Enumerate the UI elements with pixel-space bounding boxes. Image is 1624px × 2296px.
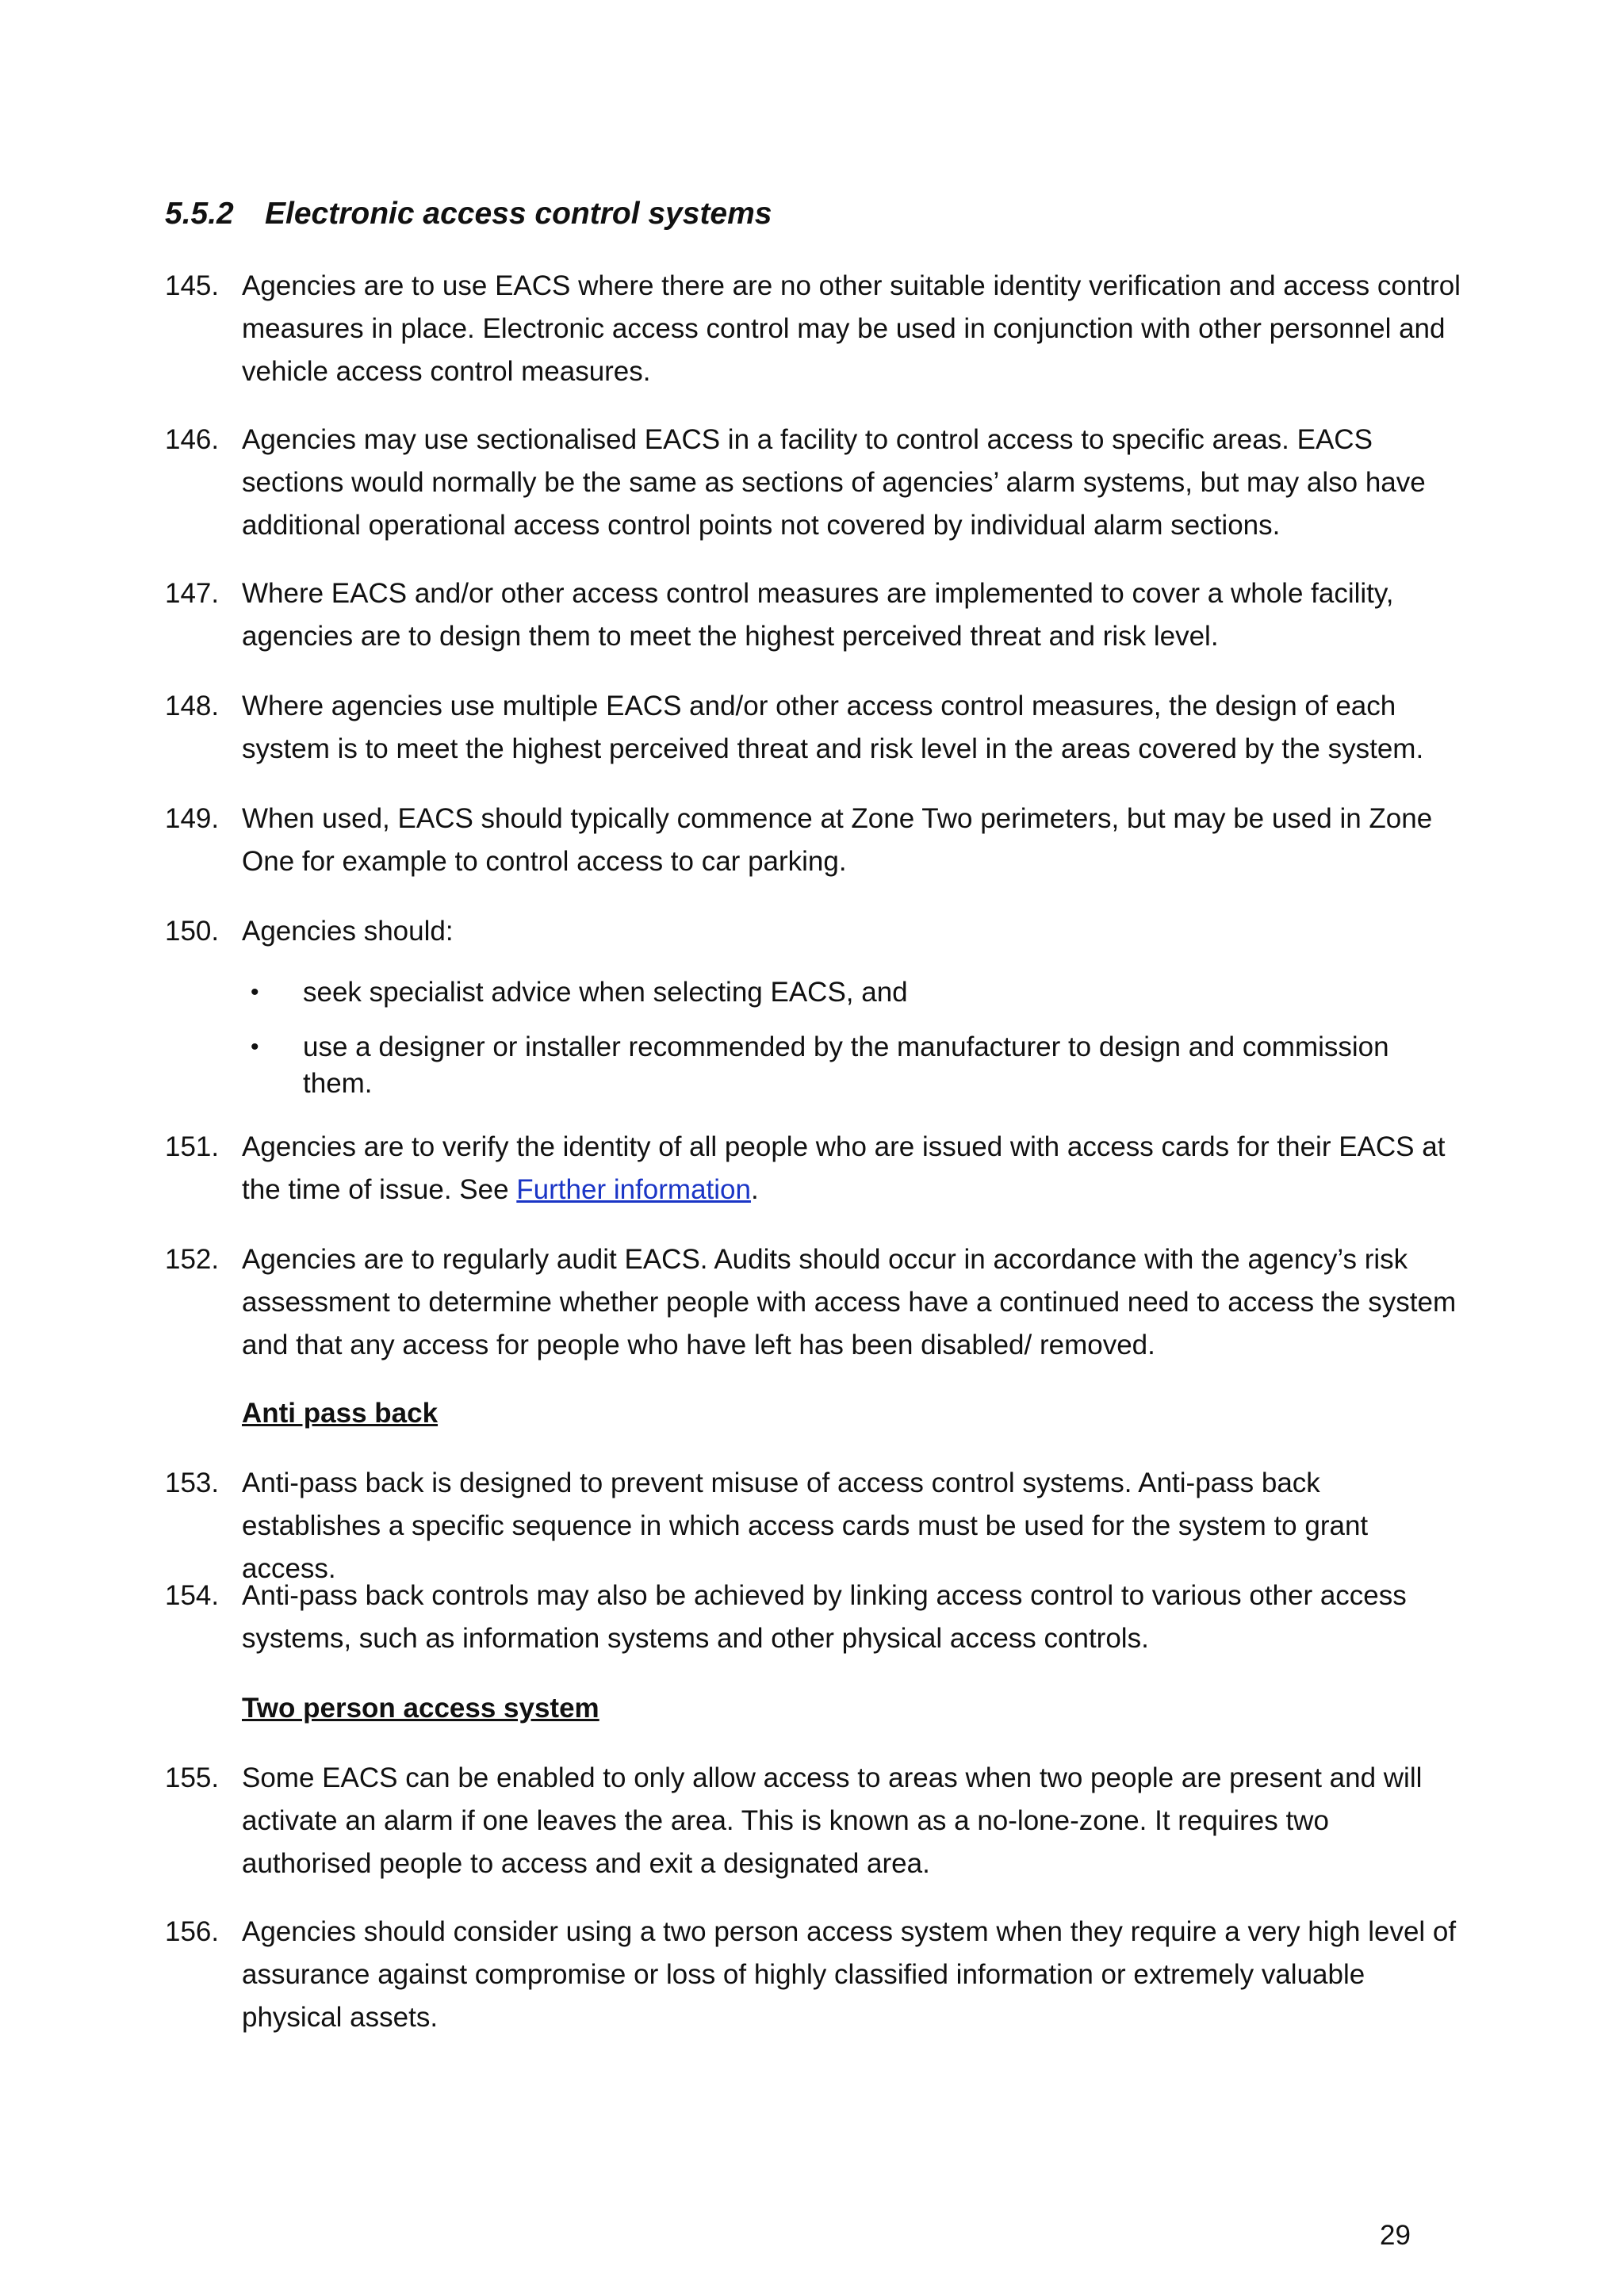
paragraph-number: 152. — [165, 1244, 220, 1275]
section-title: Electronic access control systems — [265, 197, 772, 231]
paragraph-number: 148. — [165, 691, 220, 721]
paragraph-150 — [165, 910, 1465, 953]
bullet-icon: • — [251, 979, 259, 1005]
bullet-item — [251, 1029, 1416, 1102]
paragraph-text: Some EACS can be enabled to only allow access to areas when two people are present and will activate an alarm if one leaves the area. This is known as a no-lone-zone. It requires two authorised people to access and exit a designated area. — [242, 1762, 1423, 1879]
paragraph-147 — [165, 572, 1465, 658]
paragraph-text: Anti-pass back is designed to prevent misuse of access control systems. Anti-pass back establishes a specific sequence in which access cards must be used for the system to grant access. — [242, 1468, 1369, 1584]
paragraph-number: 146. — [165, 424, 220, 455]
paragraph-text-before-link: Agencies are to verify the identity of all people who are issued with access cards for their EACS at the time of issue. See — [242, 1131, 1446, 1205]
paragraph-156 — [165, 1911, 1465, 2039]
paragraph-152 — [165, 1238, 1465, 1367]
section-heading — [165, 197, 772, 232]
paragraph-text: Agencies are to use EACS where there are no other suitable identity verification and access control measures in place. Electronic access control may be used in conjunction with other personnel and vehicle access control measures. — [242, 270, 1461, 387]
paragraph-146 — [165, 419, 1465, 547]
paragraph-number: 151. — [165, 1131, 220, 1162]
bullet-item — [251, 974, 1416, 1011]
subheading-two-person-access: Two person access system — [242, 1693, 599, 1724]
paragraph-text: Agencies may use sectionalised EACS in a facility to control access to specific areas. EACS sections would normally be the same as sections of agencies’ alarm systems, but may also have additional operational access control points not covered by individual alarm sections. — [242, 424, 1426, 541]
subheading-anti-pass-back: Anti pass back — [242, 1398, 439, 1429]
paragraph-number: 154. — [165, 1580, 220, 1611]
section-number: 5.5.2 — [165, 197, 234, 231]
paragraph-number: 145. — [165, 270, 220, 301]
paragraph-text: Where EACS and/or other access control measures are implemented to cover a whole facility, agencies are to design them to meet the highest perceived threat and risk level. — [242, 578, 1394, 652]
bullet-text: use a designer or installer recommended by the manufacturer to design and commission them. — [303, 1031, 1389, 1099]
paragraph-number: 155. — [165, 1762, 220, 1793]
paragraph-145 — [165, 265, 1465, 393]
paragraph-153 — [165, 1462, 1465, 1590]
paragraph-text-after-link: . — [750, 1174, 759, 1205]
paragraph-number: 156. — [165, 1916, 220, 1947]
paragraph-number: 150. — [165, 916, 220, 947]
paragraph-text: Agencies are to regularly audit EACS. Audits should occur in accordance with the agency’s risk assessment to determine whether people with access have a continued need to access the system and that any access for people who have left has been disabled/ removed. — [242, 1244, 1457, 1360]
paragraph-text — [242, 1126, 1465, 1211]
paragraph-149 — [165, 798, 1465, 883]
paragraph-number: 153. — [165, 1468, 220, 1498]
paragraph-text: Anti-pass back controls may also be achieved by linking access control to various other access systems, such as information systems and other physical access controls. — [242, 1580, 1407, 1654]
paragraph-151 — [165, 1126, 1465, 1211]
page-number: 29 — [1380, 2220, 1411, 2251]
paragraph-text: When used, EACS should typically commence at Zone Two perimeters, but may be used in Zone One for example to control access to car parking. — [242, 803, 1433, 877]
paragraph-text: Agencies should consider using a two person access system when they require a very high level of assurance against compromise or loss of highly classified information or extremely valuable physical assets. — [242, 1916, 1457, 2033]
paragraph-number: 149. — [165, 803, 220, 834]
paragraph-148 — [165, 685, 1465, 771]
paragraph-155 — [165, 1757, 1465, 1885]
paragraph-154 — [165, 1575, 1465, 1660]
paragraph-text: Agencies should: — [242, 916, 454, 947]
bullet-icon: • — [251, 1034, 259, 1060]
paragraph-number: 147. — [165, 578, 220, 609]
further-information-link[interactable]: Further information — [516, 1174, 751, 1205]
paragraph-text: Where agencies use multiple EACS and/or other access control measures, the design of each system is to meet the highest perceived threat and risk level in the areas covered by the system. — [242, 691, 1424, 764]
bullet-text: seek specialist advice when selecting EACS, and — [303, 977, 908, 1008]
